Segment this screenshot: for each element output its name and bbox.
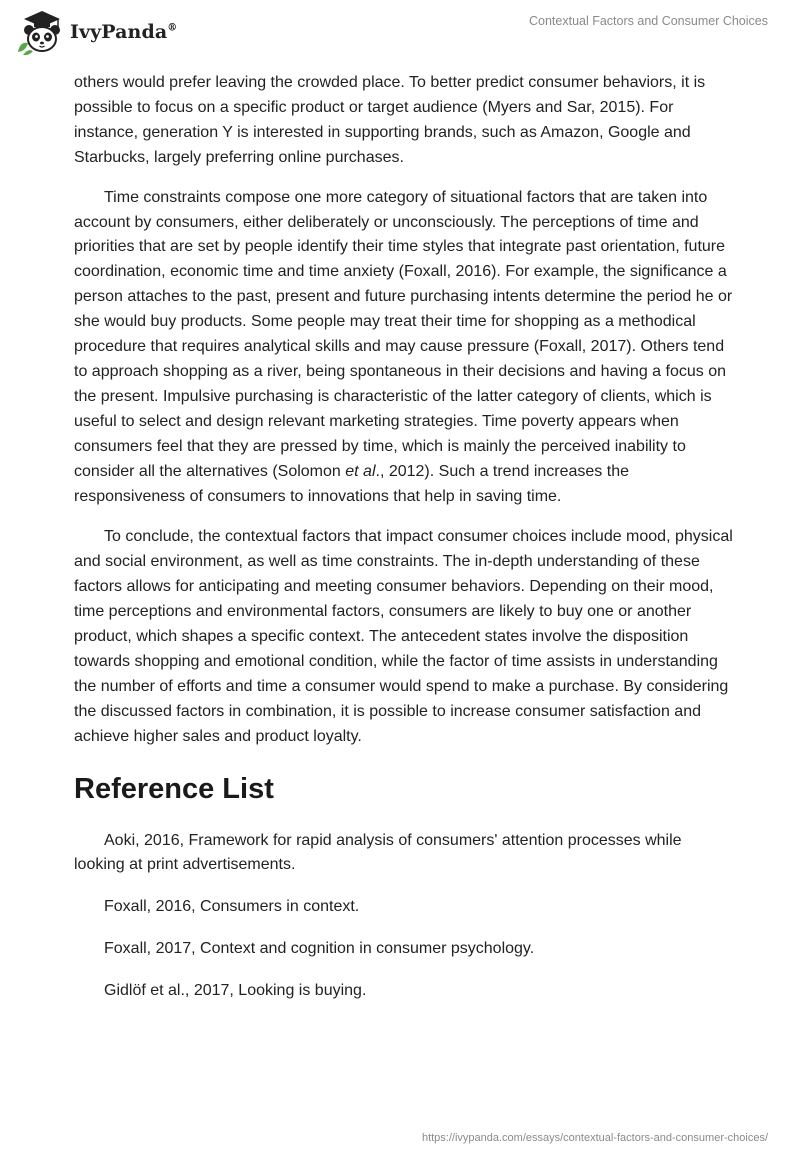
reference-list-heading: Reference List bbox=[74, 772, 274, 805]
panda-graduate-icon bbox=[14, 8, 66, 56]
page-header bbox=[0, 0, 800, 62]
paragraph-1: others would prefer leaving the crowded place. To better predict consumer behaviors, it is possible to focus on a specific product or target audience (Myers and Sar, 2015). For instance, generation Y is interested in supporting brands, such as Amazon, Google and Starbucks, largely preferring online purchases. bbox=[74, 74, 706, 166]
paragraph-2-emphasis: et al bbox=[345, 462, 376, 480]
paragraph-2-text-b: ., 2012). Such a trend increases the responsiveness of consumers to innovations that help in saving time. bbox=[74, 462, 629, 505]
reference-item: Aoki, 2016, Framework for rapid analysis of consumers' attention processes while looking at print advertisements. bbox=[74, 831, 682, 874]
paragraph-2-text-a: Time constraints compose one more category of situational factors that are taken into account by consumers, either deliberately or unconsciously. The perceptions of time and priorities that are set by people identify their time styles that integrate past orientation, future coordination, economic time and time anxiety (Foxall, 2016). For example, the significance a person attaches to the past, present and future purchasing intents determine the period he or she would buy products. Some people may treat their time for shopping as a methodical procedure that requires analytical skills and may cause pressure (Foxall, 2017). Others tend to approach shopping as a river, being spontaneous in their decisions and having a focus on the present. Impulsive purchasing is characteristic of the latter category of clients, which is useful to select and design relevant marketing strategies. Time poverty appears when consumers feel that they are pressed by time, which is mainly the perceived inability to consider all the alternatives (Solomon bbox=[74, 188, 733, 480]
ivypanda-logo[interactable] bbox=[14, 8, 177, 56]
reference-item: Gidlöf et al., 2017, Looking is buying. bbox=[104, 982, 367, 1000]
document-title: Contextual Factors and Consumer Choices bbox=[528, 14, 768, 28]
brand-name: IvyPanda® bbox=[70, 21, 178, 43]
reference-item: Foxall, 2017, Context and cognition in consumer psychology. bbox=[104, 940, 535, 958]
paragraph-3: To conclude, the contextual factors that impact consumer choices include mood, physical and social environment, as well as time constraints. The in-depth understanding of these factors allows for anticipating and meeting consumer behaviors. Depending on their mood, time perceptions and environmental factors, consumers are likely to buy one or another product, which shapes a specific context. The antecedent states involve the disposition towards shopping and emotional condition, while the factor of time assists in understanding the number of efforts and time a consumer would spend to make a purchase. By considering the discussed factors in combination, it is possible to increase consumer satisfaction and achieve higher sales and product loyalty. bbox=[74, 528, 733, 745]
article-body bbox=[74, 71, 734, 1021]
brand-registered-mark: ® bbox=[167, 22, 178, 34]
source-url-link[interactable]: https://ivypanda.com/essays/contextual-factors-and-consumer-choices/ bbox=[421, 1132, 768, 1144]
paragraph-2 bbox=[74, 186, 734, 510]
reference-item: Foxall, 2016, Consumers in context. bbox=[104, 898, 360, 916]
